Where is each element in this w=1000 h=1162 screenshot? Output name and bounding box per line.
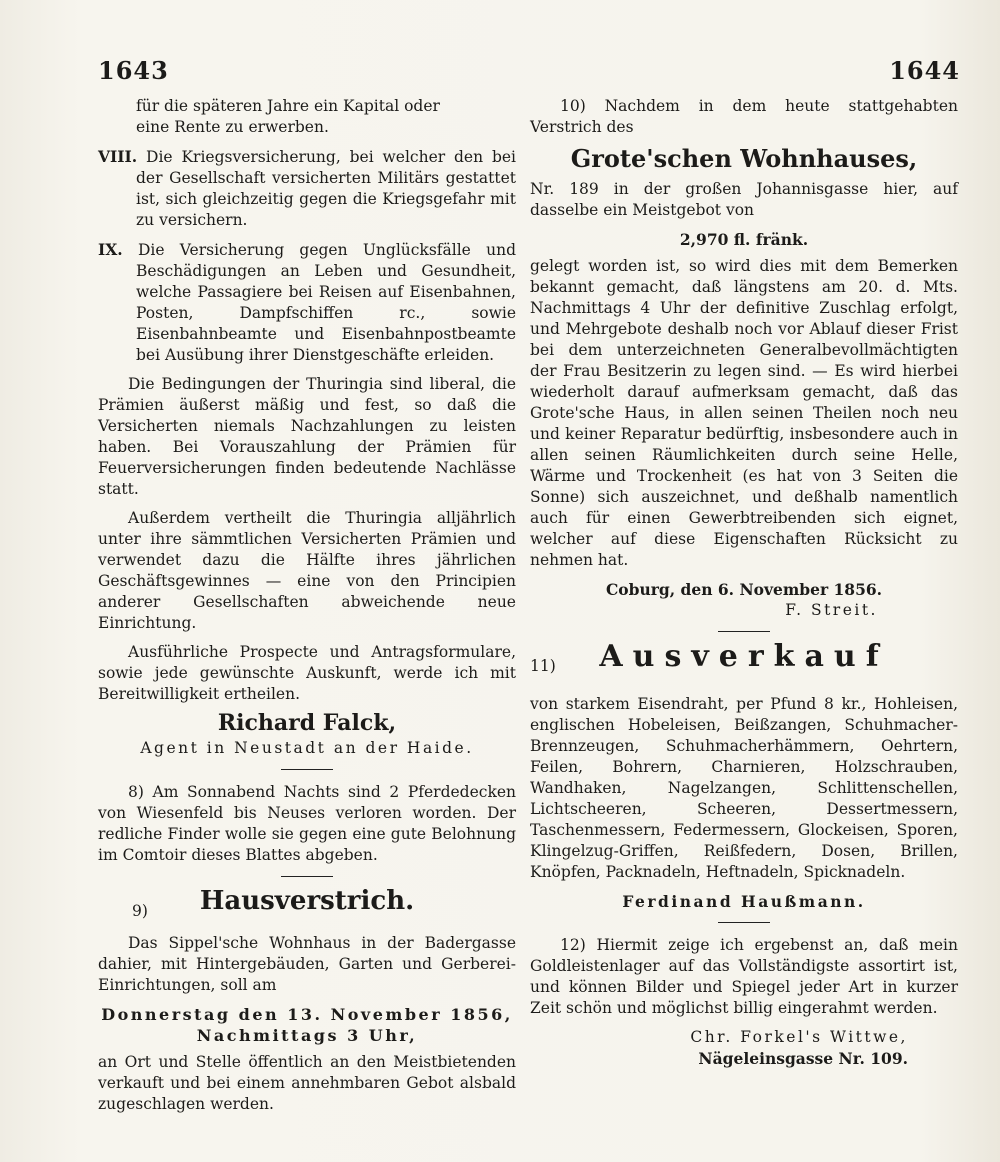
notice-title: Ausverkauf xyxy=(599,639,889,674)
paragraph-distribution: Außerdem vertheilt die Thuringia alljährlich unter ihre sämmtlichen Versicherten Prämien und verwendet dazu die Hälfte ihres jährlichen Geschäftsgewinnes — eine von den Principien anderer Gesellschaften abweichende neue Einrichtung. xyxy=(98,509,516,632)
notice-number: 9) xyxy=(132,902,148,920)
item-text: Die Kriegsversicherung, bei welcher den bei der Gesellschaft versicherten Militärs gestattet ist, sich gleichzeitig gegen die Kriegsgefahr mit zu versichern. xyxy=(136,148,516,229)
notice-title: Hausverstrich. xyxy=(199,886,415,916)
notice-12: 12) Hiermit zeige ich ergebenst an, daß mein Goldleistenlager auf das Vollständigste assortirt ist, und können Bilder und Spiegel jeder Art in kurzer Zeit schön und möglichst billig eingerahmt werden. xyxy=(530,936,958,1017)
divider xyxy=(718,922,770,923)
notice-10-amount: 2,970 fl. fränk. xyxy=(679,230,809,249)
notice-9-time: Nachmittags 3 Uhr, xyxy=(196,1026,418,1045)
notice-9-date: Donnerstag den 13. November 1856, xyxy=(101,1005,513,1024)
intro-line: eine Rente zu erwerben. xyxy=(136,118,329,136)
notice-10-signature: F. Streit. xyxy=(785,601,878,619)
notice-9-text-2: an Ort und Stelle öffentlich an den Meistbietenden verkauft und bei einem annehmbaren Gebot alsbald zugeschlagen werden. xyxy=(98,1053,516,1113)
notice-9-text: Das Sippel'sche Wohnhaus in der Badergasse dahier, mit Hintergebäuden, Garten und Gerberei-Einrichtungen, soll am xyxy=(98,934,516,994)
item-number: IX. xyxy=(98,240,123,259)
notice-11-heading xyxy=(530,639,958,688)
notice-9-heading xyxy=(98,886,516,927)
item-8 xyxy=(98,146,516,231)
divider xyxy=(718,631,770,632)
notice-11-body: von starkem Eisendraht, per Pfund 8 kr., Hohleisen, englischen Hobeleisen, Beißzangen, Schuhmacher-Brennzeugen, Schuhmacherhämmern, Oehrtern, Feilen, Bohrern, Charnieren, Holzschrauben, Wandhaken, Nagelzangen, Schlittenschellen, Lichtscheeren, Scheeren, Dessertmessern, Taschenmessern, Federmessern, Glockeisen, Sporen, Klingelzug-Griffen, Reißfedern, Dosen, Brillen, Knöpfen, Packnadeln, Heftnadeln, Spicknadeln. xyxy=(530,695,958,881)
item-text: Die Versicherung gegen Unglücksfälle und Beschädigungen an Leben und Gesundheit, welche Passagiere bei Reisen auf Eisenbahnen, Posten, Dampfschiffen rc., sowie Eisenbahnbeamte und Eisenbahnpostbeamte bei Ausübung ihrer Dienstgeschäfte erleiden. xyxy=(136,241,516,364)
notice-10-place-date: Coburg, den 6. November 1856. xyxy=(605,580,883,599)
notice-8: 8) Am Sonnabend Nachts sind 2 Pferdedecken von Wiesenfeld bis Neuses verloren worden. Der redliche Finder wolle sie gegen eine gute Belohnung im Comtoir dieses Blattes abgeben. xyxy=(98,783,516,864)
notice-number: 11) xyxy=(530,657,556,675)
item-number: VIII. xyxy=(98,147,138,166)
left-column xyxy=(98,96,516,1123)
notice-10-title: Grote'schen Wohnhauses, xyxy=(570,144,918,173)
intro-line: für die späteren Jahre ein Kapital oder xyxy=(136,97,440,115)
item-9 xyxy=(98,239,516,366)
notice-10-intro: 10) Nachdem in dem heute stattgehabten Verstrich des xyxy=(530,97,958,136)
page-number-left: 1643 xyxy=(98,56,169,85)
divider xyxy=(281,876,333,877)
paragraph-prospects: Ausführliche Prospecte und Antragsformulare, sowie jede gewünschte Auskunft, werde ich mit Bereitwilligkeit ertheilen. xyxy=(98,643,516,703)
notice-11-signature: Ferdinand Haußmann. xyxy=(622,892,866,911)
right-column xyxy=(530,96,958,1069)
page-number-right: 1644 xyxy=(889,56,960,85)
paragraph-conditions: Die Bedingungen der Thuringia sind liberal, die Prämien äußerst mäßig und fest, so daß die Versicherten niemals Nachzahlungen zu leisten haben. Bei Vorauszahlung der Prämien für Feuerversicherungen finden bedeutende Nachlässe statt. xyxy=(98,375,516,498)
notice-12-signature: Chr. Forkel's Wittwe, xyxy=(690,1028,908,1046)
notice-12-address: Nägeleinsgasse Nr. 109. xyxy=(698,1049,908,1068)
notice-10-address: Nr. 189 in der großen Johannisgasse hier, auf dasselbe ein Meistgebot von xyxy=(530,180,958,219)
signature-title: Agent in Neustadt an der Haide. xyxy=(140,739,474,757)
signature-name: Richard Falck, xyxy=(217,710,397,736)
divider xyxy=(281,769,333,770)
notice-10-body: gelegt worden ist, so wird dies mit dem Bemerken bekannt gemacht, daß längstens am 20. d. Mts. Nachmittags 4 Uhr der definitive Zuschlag erfolgt, und Mehrgebote deshalb noch vor Ablauf dieser Frist bei dem unterzeichneten Generalbevollmächtigten der Frau Besitzerin zu legen sind. — Es wird hierbei wiederholt darauf aufmerksam gemacht, daß das Grote'sche Haus, in allen seinen Theilen noch neu und keiner Reparatur bedürftig, insbesondere auch in allen seinen Räumlichkeiten durch seine Helle, Wärme und Trockenheit (es hat von 3 Seiten die Sonne) sich auszeichnet, und deßhalb namentlich auch für einen Gewerbtreibenden sich eignet, welcher auf diese Eigenschaften Rücksicht zu nehmen hat. xyxy=(530,257,958,569)
